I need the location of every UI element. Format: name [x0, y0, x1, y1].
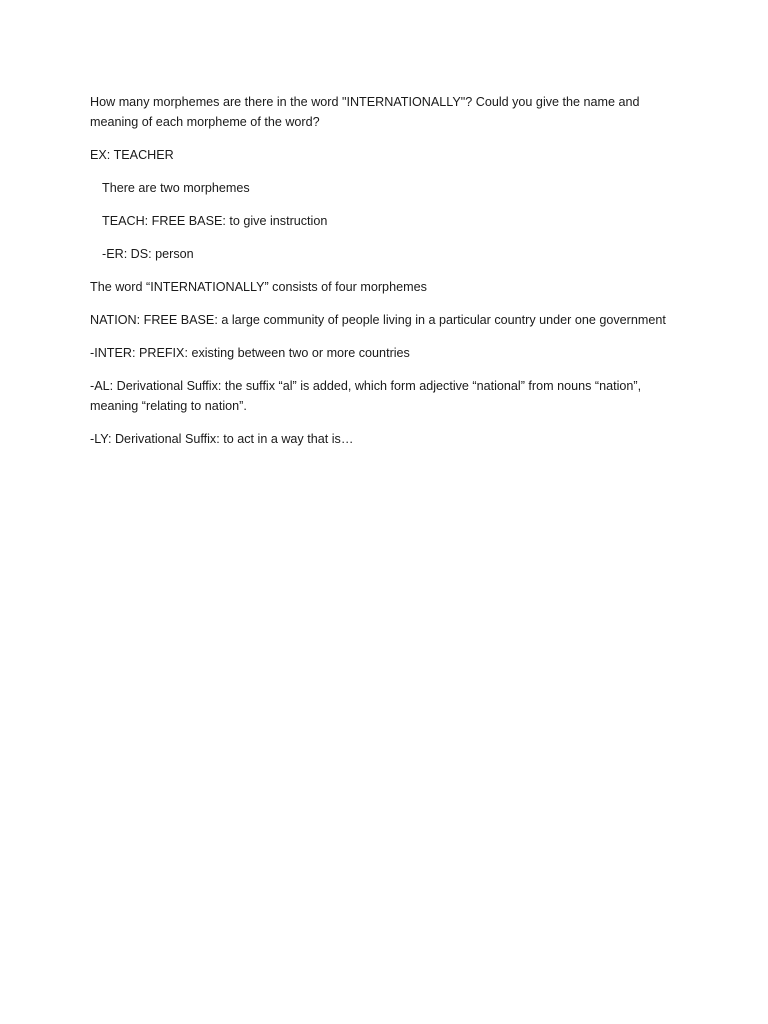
morpheme-al: -AL: Derivational Suffix: the suffix “al” is added, which form adjective “national” from nouns “nation”, meaning “relating to nation”. [90, 379, 642, 413]
morpheme-nation: NATION: FREE BASE: a large community of people living in a particular country under one government [90, 313, 666, 327]
morpheme-inter: -INTER: PREFIX: existing between two or more countries [90, 346, 410, 360]
question-paragraph: How many morphemes are there in the word "INTERNATIONALLY"? Could you give the name and meaning of each morpheme of the word? [90, 95, 640, 129]
answer-intro: The word “INTERNATIONALLY” consists of four morphemes [90, 280, 427, 294]
example-morpheme-teach: TEACH: FREE BASE: to give instruction [102, 214, 328, 228]
example-heading: EX: TEACHER [90, 148, 174, 162]
document-body [90, 92, 680, 462]
example-morpheme-er: -ER: DS: person [102, 247, 194, 261]
morpheme-ly: -LY: Derivational Suffix: to act in a way that is… [90, 432, 354, 446]
example-count-line: There are two morphemes [102, 181, 250, 195]
